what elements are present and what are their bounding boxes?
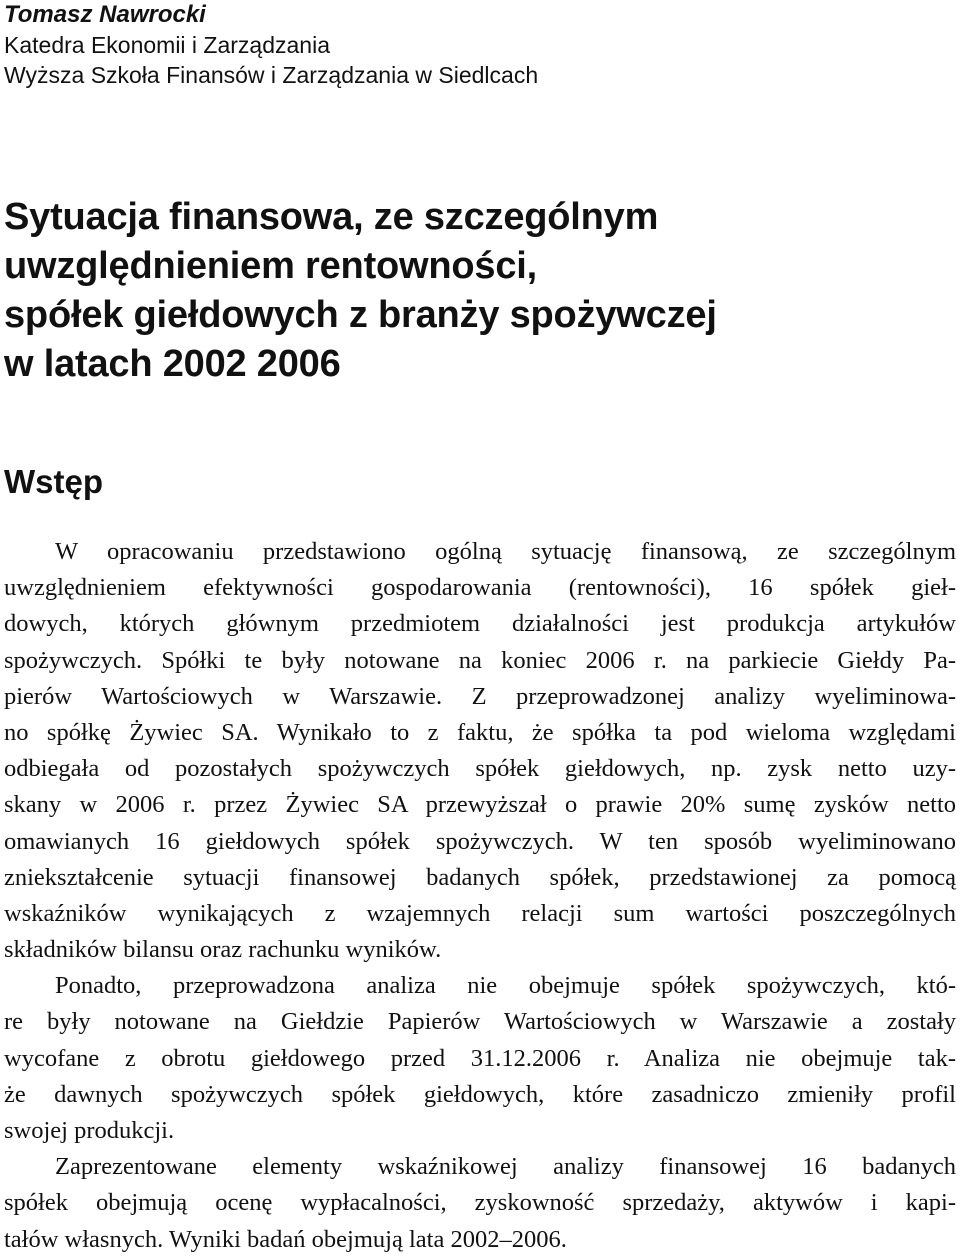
paragraph-line: W opracowaniu przedstawiono ogólną sytuację finansową, ze szczególnym	[55, 538, 956, 565]
title-line: uwzględnieniem rentowności,	[4, 245, 538, 287]
paragraph-line: re były notowane na Giełdzie Papierów Wartościowych w Warszawie a zostały	[4, 1008, 956, 1036]
author-block	[4, 0, 538, 90]
paragraph-line: zniekształcenie sytuacji finansowej badanych spółek, przedstawionej za pomocą	[4, 863, 956, 891]
paragraph-line: uwzględnieniem efektywności gospodarowania (rentowności), 16 spółek gieł-	[4, 574, 956, 602]
body-text	[4, 534, 956, 1258]
paragraph-line: Ponadto, przeprowadzona analiza nie obejmuje spółek spożywczych, któ-	[55, 972, 956, 1000]
paragraph-line: pierów Wartościowych w Warszawie. Z przeprowadzonej analizy wyeliminowa-	[4, 682, 956, 710]
paragraph-line: tałów własnych. Wyniki badań obejmują lata 2002–2006.	[4, 1225, 567, 1253]
article-title	[4, 193, 717, 389]
paragraph-line: spółek obejmują ocenę wypłacalności, zyskowność sprzedaży, aktywów i kapi-	[4, 1189, 956, 1217]
paragraph-line: dowych, których głównym przedmiotem działalności jest produkcja artykułów	[4, 610, 956, 638]
paragraph-line: wycofane z obrotu giełdowego przed 31.12.2006 r. Analiza nie obejmuje tak-	[4, 1044, 956, 1072]
paragraph-line: Zaprezentowane elementy wskaźnikowej analizy finansowej 16 badanych	[55, 1153, 956, 1181]
title-line: w latach 2002 2006	[4, 343, 341, 385]
title-line: spółek giełdowych z branży spożywczej	[4, 294, 717, 336]
paragraph-line: wskaźników wynikających z wzajemnych relacji sum wartości poszczególnych	[4, 899, 956, 927]
paragraph-line: odbiegała od pozostałych spożywczych spółek giełdowych, np. zysk netto uzy-	[4, 755, 956, 783]
paragraph-line: że dawnych spożywczych spółek giełdowych, które zasadniczo zmieniły profil	[4, 1080, 956, 1108]
section-heading: Wstęp	[4, 463, 103, 500]
title-line: Sytuacja finansowa, ze szczególnym	[4, 196, 659, 238]
paragraph-line: no spółkę Żywiec SA. Wynikało to z faktu, że spółka ta pod wieloma względami	[4, 718, 956, 746]
author-department: Katedra Ekonomii i Zarządzania	[4, 32, 330, 58]
paragraph-line: skany w 2006 r. przez Żywiec SA przewyższał o prawie 20% sumę zysków netto	[4, 791, 956, 819]
paragraph-line: omawianych 16 giełdowych spółek spożywczych. W ten sposób wyeliminowano	[4, 827, 956, 855]
paragraph-line: swojej produkcji.	[4, 1117, 175, 1144]
paragraph-line: składników bilansu oraz rachunku wyników.	[4, 936, 442, 964]
author-institution: Wyższa Szkoła Finansów i Zarządzania w Siedlcach	[4, 62, 539, 88]
paragraph-line: spożywczych. Spółki te były notowane na koniec 2006 r. na parkiecie Giełdy Pa-	[4, 646, 956, 674]
author-name: Tomasz Nawrocki	[4, 1, 206, 28]
